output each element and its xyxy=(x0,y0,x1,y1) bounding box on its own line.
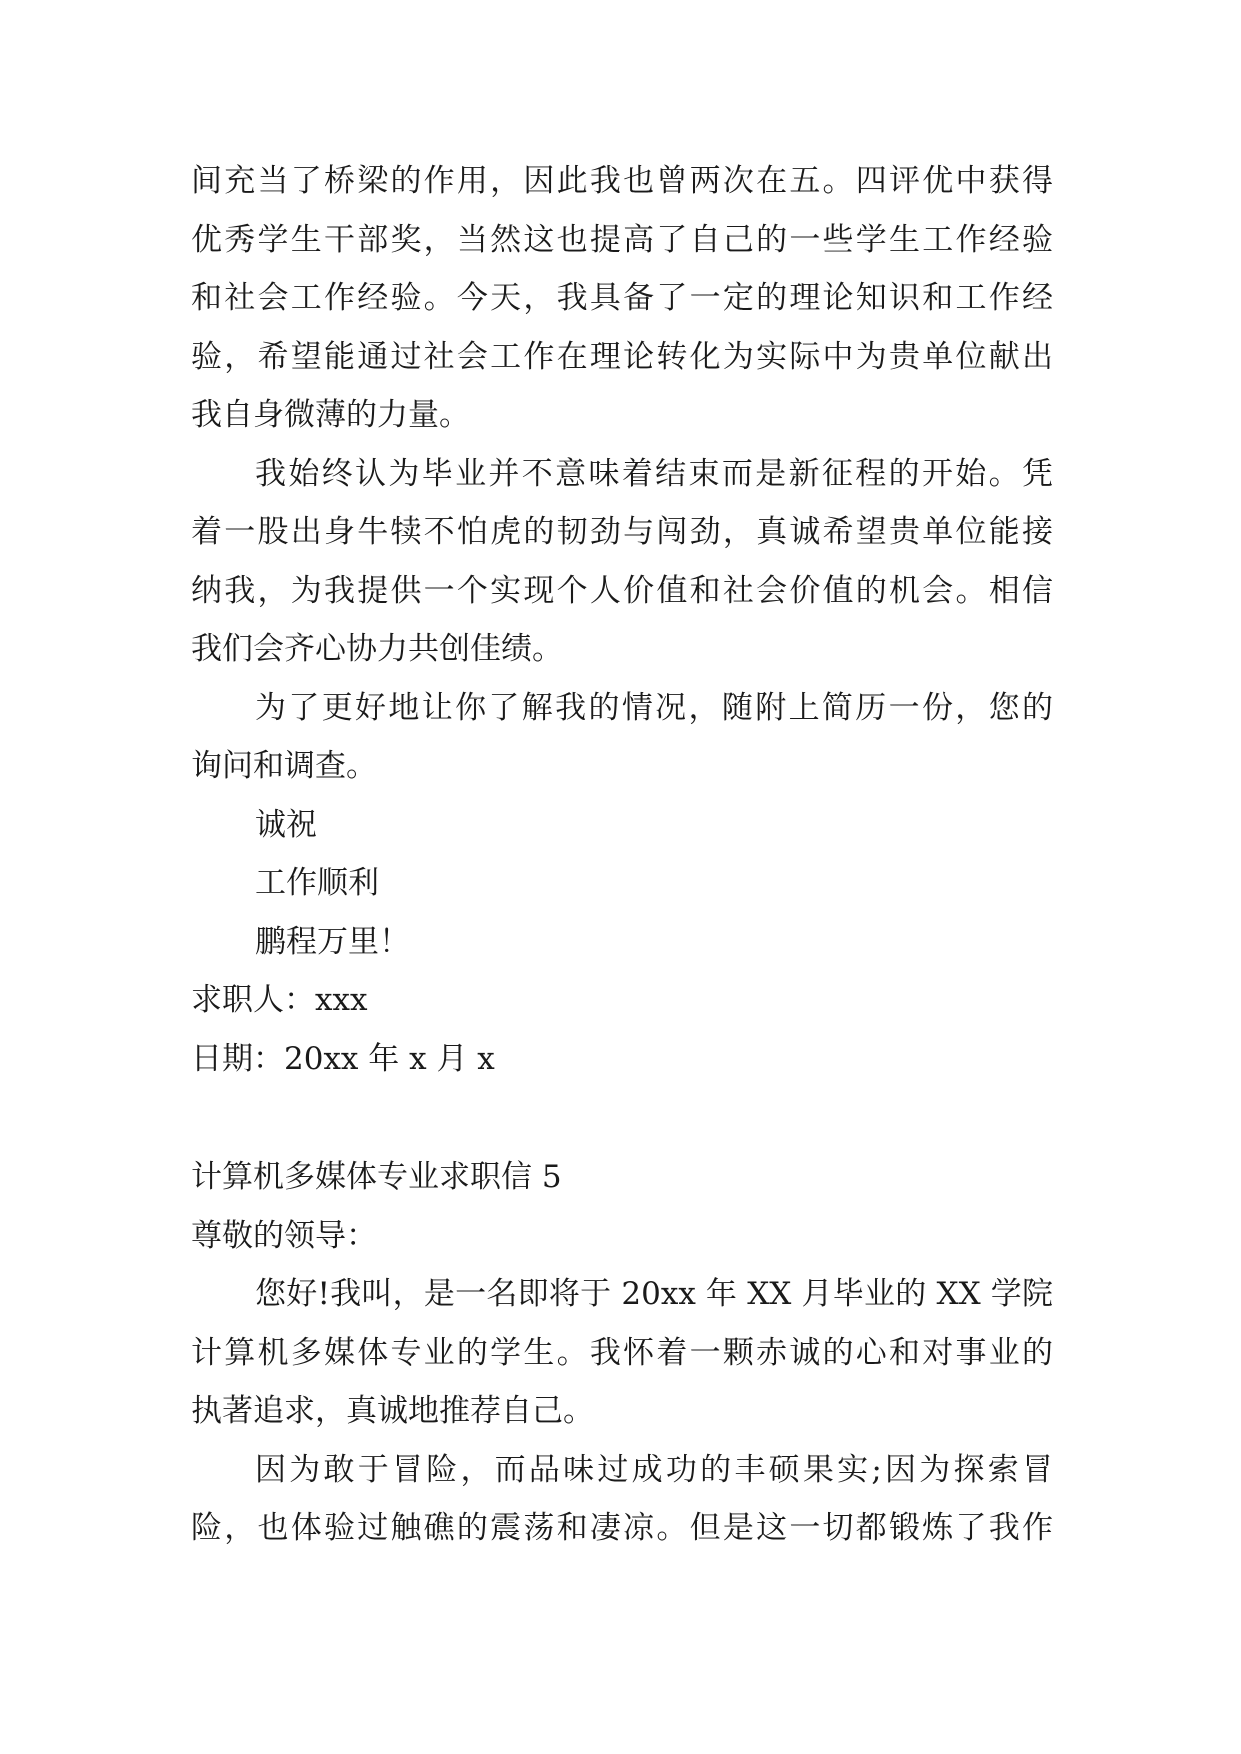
closing-line: 工作顺利 xyxy=(255,865,379,901)
text-line: 我自身微薄的力量。 xyxy=(191,397,470,433)
salutation: 尊敬的领导： xyxy=(191,1217,377,1254)
closing-line: 鹏程万里！ xyxy=(255,923,410,960)
section-gap xyxy=(191,1088,1053,1148)
text-line: 执著追求，真诚地推荐自己。 xyxy=(191,1393,594,1429)
applicant-signature: 求职人：xxx xyxy=(191,982,368,1018)
text-line: 我们会齐心协力共创佳绩。 xyxy=(191,631,563,667)
text-line: 因为敢于冒险，而品味过成功的丰硕果实;因为探索冒 xyxy=(255,1451,1053,1488)
document-body xyxy=(191,152,1053,1558)
closing-line: 诚祝 xyxy=(255,806,317,843)
text-line: 验，希望能通过社会工作在理论转化为实际中为贵单位献出 xyxy=(191,338,1053,375)
text-line: 询问和调查。 xyxy=(191,748,377,784)
text-line: 我始终认为毕业并不意味着结束而是新征程的开始。凭 xyxy=(255,455,1053,492)
letter-title: 计算机多媒体专业求职信 5 xyxy=(191,1159,562,1195)
text-line: 纳我，为我提供一个实现个人价值和社会价值的机会。相信 xyxy=(191,572,1053,609)
text-line: 和社会工作经验。今天，我具备了一定的理论知识和工作经 xyxy=(191,280,1053,316)
signature-date: 日期：20xx 年 x 月 x xyxy=(191,1040,495,1077)
text-line: 您好!我叫，是一名即将于 20xx 年 XX 月毕业的 XX 学院 xyxy=(255,1276,1053,1312)
text-line: 着一股出身牛犊不怕虎的韧劲与闯劲，真诚希望贵单位能接 xyxy=(191,514,1053,550)
text-line: 间充当了桥梁的作用，因此我也曾两次在五。四评优中获得 xyxy=(191,163,1053,199)
text-line: 为了更好地让你了解我的情况，随附上简历一份，您的 xyxy=(255,689,1053,726)
text-line: 计算机多媒体专业的学生。我怀着一颗赤诚的心和对事业的 xyxy=(191,1334,1053,1371)
text-line: 优秀学生干部奖，当然这也提高了自己的一些学生工作经验 xyxy=(191,221,1053,258)
text-line: 险，也体验过触礁的震荡和凄凉。但是这一切都锻炼了我作 xyxy=(191,1510,1053,1546)
